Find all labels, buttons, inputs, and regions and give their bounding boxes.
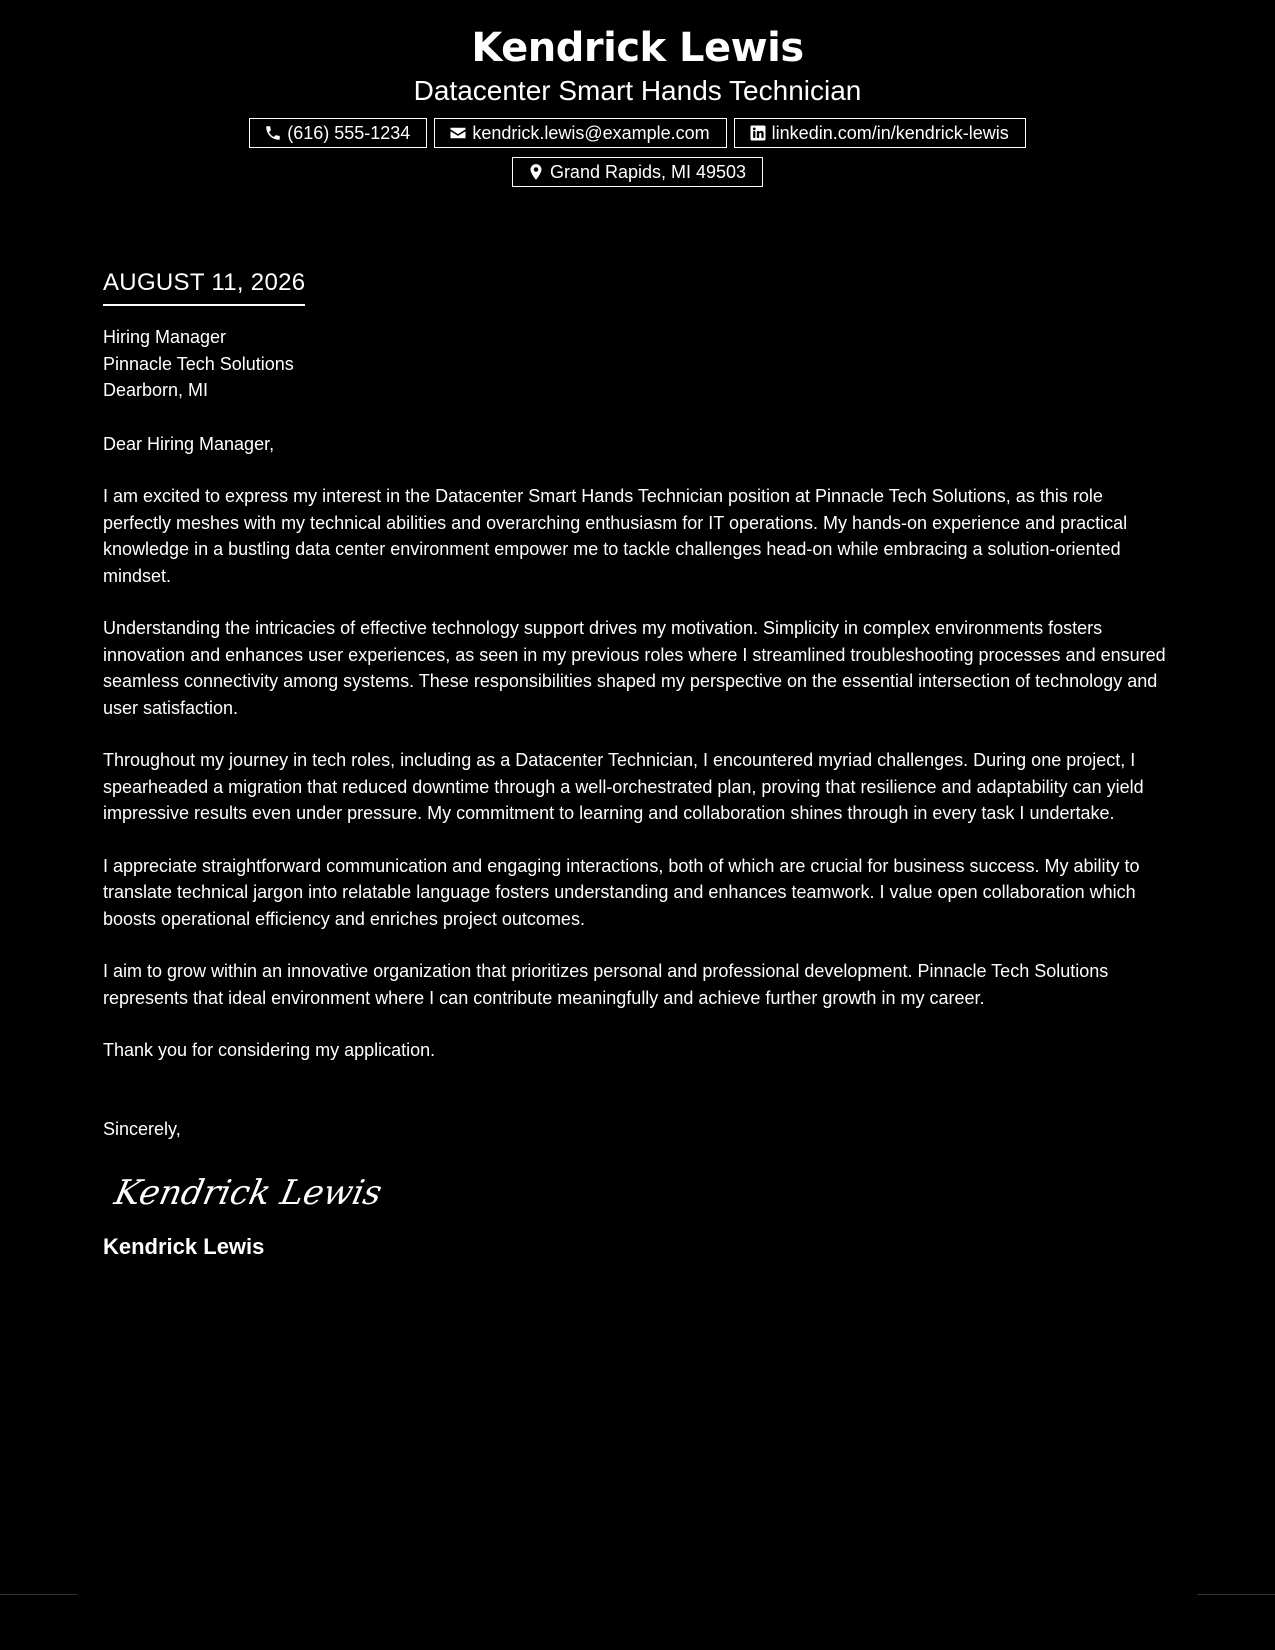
- paragraph-2: Understanding the intricacies of effective technology support drives my motivation. Simplicity in complex environments fosters innovation and enhances user experiences, as seen in my previous roles where I streamlined troubleshooting processes and ensured seamless connectivity among systems. These responsibilities shaped my perspective on the essential intersection of technology and user satisfaction.: [103, 618, 1166, 718]
- paragraph-4: I appreciate straightforward communication and engaging interactions, both of which are crucial for business success. My ability to translate technical jargon into relatable language fosters understanding and enhances teamwork. I value open collaboration which boosts operational efficiency and enriches project outcomes.: [103, 855, 1140, 929]
- recipient-company: Pinnacle Tech Solutions: [103, 353, 294, 374]
- signature: [111, 1166, 1173, 1218]
- paragraph-6: Thank you for considering my application.: [103, 1040, 436, 1060]
- applicant-name: Kendrick Lewis: [471, 25, 804, 71]
- signature-text: Kendrick Lewis: [111, 1173, 386, 1213]
- phone-icon: [264, 124, 282, 142]
- signer-name: Kendrick Lewis: [103, 1234, 265, 1259]
- contact-phone[interactable]: [249, 118, 427, 148]
- envelope-icon: [449, 124, 467, 142]
- contact-location: [512, 157, 763, 187]
- location-text: Grand Rapids, MI 49503: [549, 162, 747, 182]
- contact-linkedin[interactable]: [734, 118, 1026, 148]
- footer-divider-right: [1197, 1594, 1275, 1595]
- linkedin-icon: [749, 124, 767, 142]
- recipient-block: [103, 324, 1173, 404]
- paragraph-3: Throughout my journey in tech roles, including as a Datacenter Technician, I encountered myriad challenges. During one project, I spearheaded a migration that reduced downtime through a well-orchestrated plan, proving that resilience and adaptability can yield impressive results even under pressure. My commitment to learning and collaboration shines through in every task I undertake.: [103, 750, 1144, 823]
- linkedin-text: linkedin.com/in/kendrick-lewis: [771, 123, 1009, 143]
- letter-header: [0, 22, 1275, 187]
- paragraph-1: I am excited to express my interest in the Datacenter Smart Hands Technician position at Pinnacle Tech Solutions, as this role perfectly meshes with my technical abilities and overarching enthusiasm for IT operations. My hands-on experience and practical knowledge in a bustling data center environment empower me to tackle challenges head-on while embracing a solution-oriented mindset.: [103, 486, 1128, 586]
- map-pin-icon: [527, 163, 545, 181]
- recipient-name: Hiring Manager: [103, 327, 227, 347]
- contact-list: [218, 118, 1058, 187]
- email-text: kendrick.lewis@example.com: [472, 123, 710, 143]
- applicant-title: Datacenter Smart Hands Technician: [413, 75, 862, 106]
- paragraph-5: I aim to grow within an innovative organization that prioritizes personal and professional development. Pinnacle Tech Solutions represents that ideal environment where I can contribute meaningfully and achieve further growth in my career.: [103, 961, 1109, 1008]
- closing: Sincerely,: [103, 1118, 181, 1139]
- salutation: Dear Hiring Manager,: [103, 433, 275, 454]
- letter-date: AUGUST 11, 2026: [103, 266, 305, 306]
- phone-text: (616) 555-1234: [287, 123, 411, 143]
- contact-email[interactable]: [434, 118, 726, 148]
- letter-body: [103, 266, 1173, 1262]
- footer-divider-left: [0, 1594, 77, 1595]
- recipient-location: Dearborn, MI: [103, 380, 209, 400]
